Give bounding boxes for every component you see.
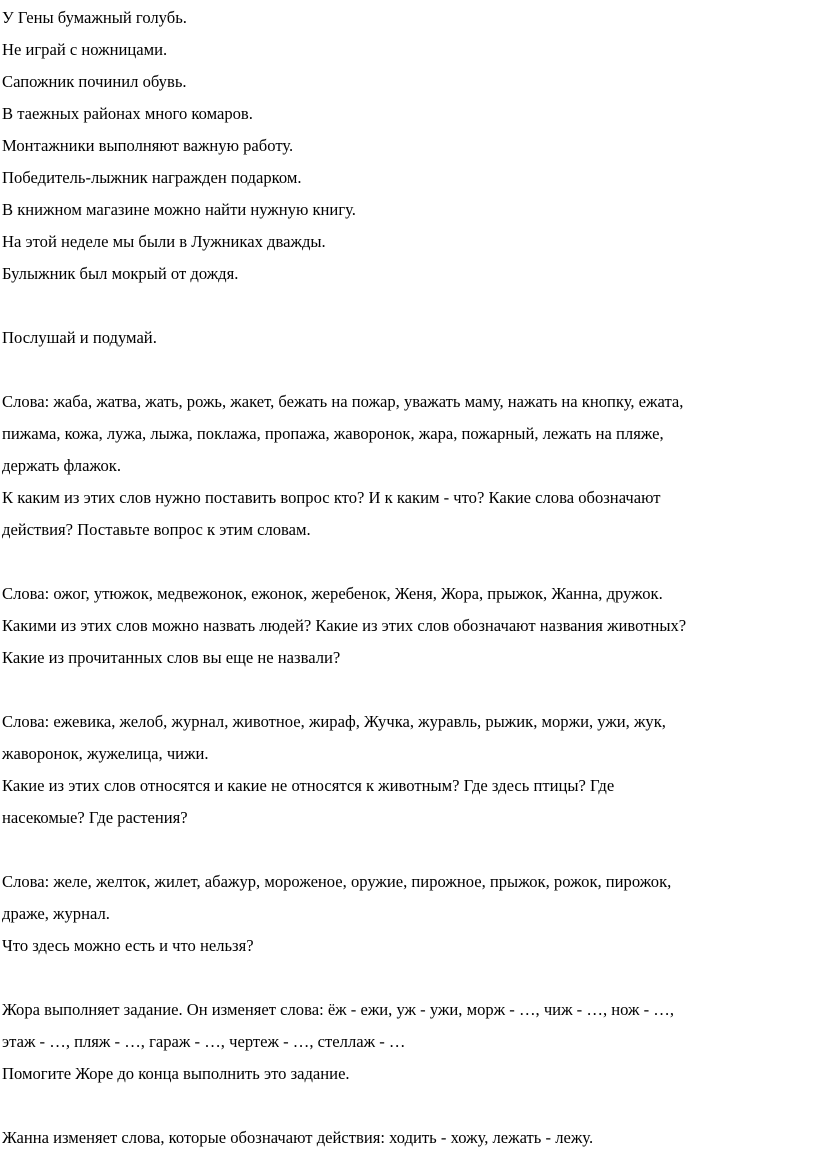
- blank-line: [2, 1092, 816, 1124]
- exercise5-task-line1: Жора выполняет задание. Он изменяет слова: ёж - ежи, уж - ужи, морж - …, чиж - …, нож - …,: [2, 1000, 675, 1019]
- blank-line: [2, 964, 816, 996]
- sentence-6: Победитель-лыжник награжден подарком.: [2, 168, 302, 187]
- blank-line: [2, 292, 816, 324]
- exercise4-words-line1: Слова: желе, желток, жилет, абажур, мороженое, оружие, пирожное, прыжок, рожок, пирожок,: [2, 872, 672, 891]
- exercise2-question-line1: Какими из этих слов можно назвать людей? Какие из этих слов обозначают названия животных?: [2, 616, 687, 635]
- exercise1-words-line3: держать флажок.: [2, 456, 122, 475]
- exercise1-question-line1: К каким из этих слов нужно поставить вопрос кто? И к каким - что? Какие слова обозначают: [2, 488, 661, 507]
- sentence-7: В книжном магазине можно найти нужную книгу.: [2, 200, 356, 219]
- exercise4-question-line1: Что здесь можно есть и что нельзя?: [2, 936, 254, 955]
- sentence-3: Сапожник починил обувь.: [2, 72, 187, 91]
- exercise3-words-line1: Слова: ежевика, желоб, журнал, животное, жираф, Жучка, журавль, рыжик, моржи, ужи, жук,: [2, 712, 666, 731]
- blank-line: [2, 836, 816, 868]
- exercise6-task-line1: Жанна изменяет слова, которые обозначают действия: ходить - хожу, лежать - лежу.: [2, 1128, 594, 1147]
- exercise2-words-line1: Слова: ожог, утюжок, медвежонок, ежонок, жеребенок, Женя, Жора, прыжок, Жанна, дружок.: [2, 584, 663, 603]
- blank-line: [2, 548, 816, 580]
- exercise4-words-line2: драже, журнал.: [2, 904, 110, 923]
- exercise3-words-line2: жаворонок, жужелица, чижи.: [2, 744, 209, 763]
- exercise3-question-line2: насекомые? Где растения?: [2, 808, 188, 827]
- exercise1-words-line2: пижама, кожа, лужа, лыжа, поклажа, пропажа, жаворонок, жара, пожарный, лежать на пляже,: [2, 424, 664, 443]
- exercise1-question-line2: действия? Поставьте вопрос к этим словам.: [2, 520, 311, 539]
- blank-line: [2, 356, 816, 388]
- sentence-4: В таежных районах много комаров.: [2, 104, 253, 123]
- sentence-1: У Гены бумажный голубь.: [2, 8, 187, 27]
- exercise5-question-line1: Помогите Жоре до конца выполнить это задание.: [2, 1064, 350, 1083]
- sentence-8: На этой неделе мы были в Лужниках дважды.: [2, 232, 326, 251]
- section-heading: Послушай и подумай.: [2, 328, 157, 347]
- blank-line: [2, 676, 816, 708]
- sentence-2: Не играй с ножницами.: [2, 40, 168, 59]
- exercise2-question-line2: Какие из прочитанных слов вы еще не назвали?: [2, 648, 341, 667]
- sentence-9: Булыжник был мокрый от дождя.: [2, 264, 239, 283]
- exercise1-words-line1: Слова: жаба, жатва, жать, рожь, жакет, бежать на пожар, уважать маму, нажать на кнопку, ежата,: [2, 392, 684, 411]
- sentence-5: Монтажники выполняют важную работу.: [2, 136, 294, 155]
- exercise3-question-line1: Какие из этих слов относятся и какие не относятся к животным? Где здесь птицы? Где: [2, 776, 615, 795]
- exercise5-task-line2: этаж - …, пляж - …, гараж - …, чертеж - …, стеллаж - …: [2, 1032, 406, 1051]
